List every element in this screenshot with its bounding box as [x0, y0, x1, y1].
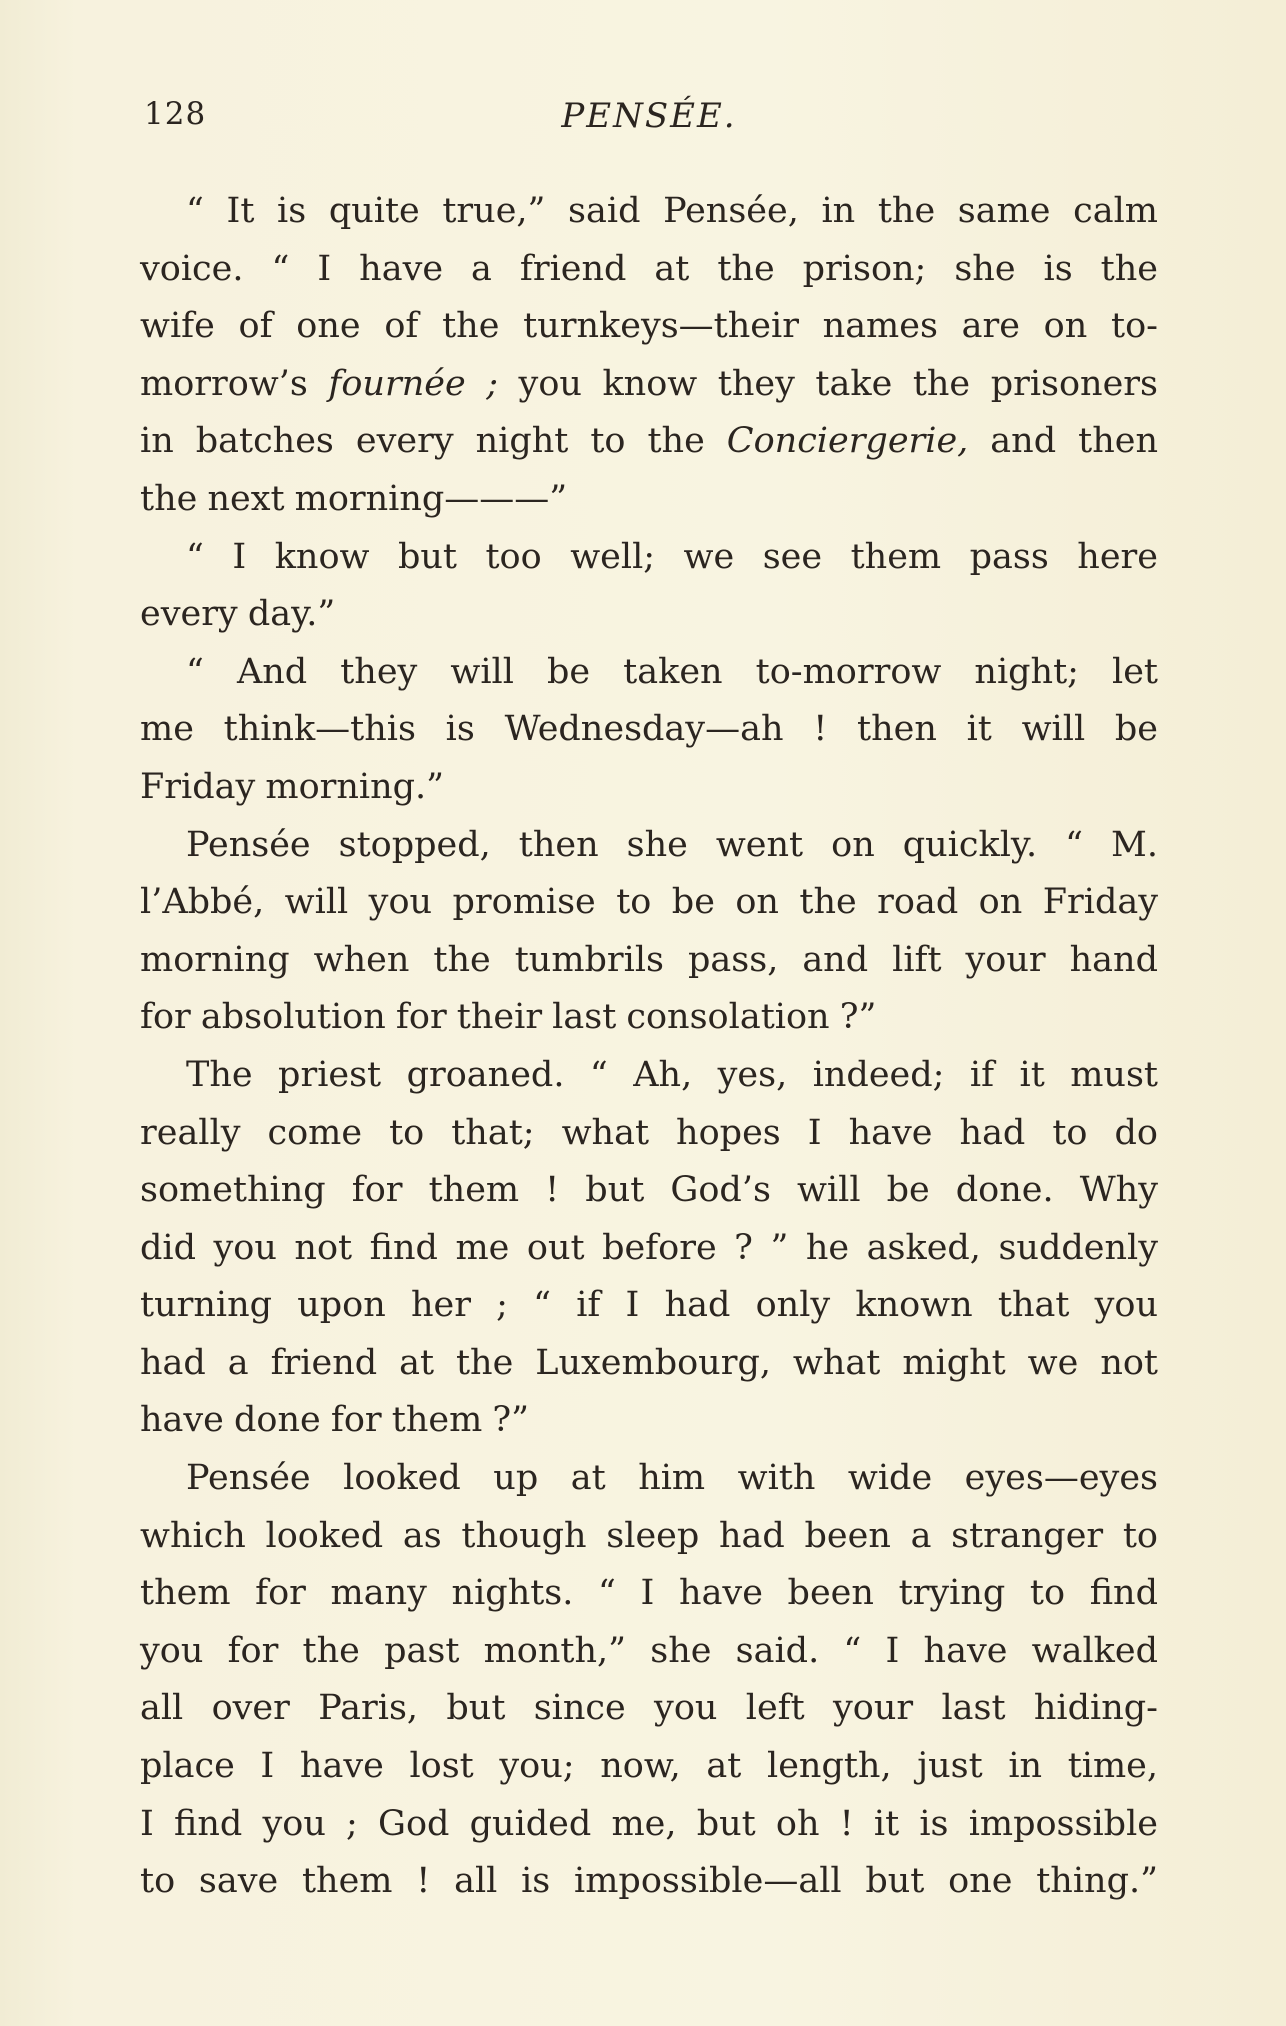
page-body-text	[140, 183, 1158, 1911]
text-line: for absolution for their last consolation ?”	[140, 997, 877, 1038]
text-segment: you know they take the prisoners	[498, 363, 1159, 404]
page-number: 128	[144, 96, 207, 132]
italic-term: Conciergerie,	[726, 421, 969, 462]
text-line: every day.”	[140, 594, 336, 635]
text-line: all over Paris, but since you left your last hiding-	[140, 1688, 1158, 1729]
text-segment: morrow’s	[140, 363, 329, 404]
text-line: wife of one of the turnkeys—their names are on to-	[140, 306, 1158, 347]
italic-term: fournée ;	[328, 363, 498, 404]
text-line: have done for them ?”	[140, 1400, 530, 1441]
text-line: me think—this is Wednesday—ah ! then it will be	[140, 709, 1158, 750]
page-header	[140, 96, 1158, 140]
text-line: you for the past month,” she said. “ I have walked	[140, 1630, 1158, 1671]
text-line: I find you ; God guided me, but oh ! it is impossible	[140, 1803, 1158, 1844]
text-line: Friday morning.”	[140, 766, 445, 807]
text-line: turning upon her ; “ if I had only known that you	[140, 1285, 1158, 1326]
text-line: morning when the tumbrils pass, and lift your hand	[140, 939, 1158, 980]
text-segment: and then	[968, 421, 1158, 462]
text-line: to save them ! all is impossible—all but one thing.”	[140, 1861, 1158, 1902]
text-line: had a friend at the Luxembourg, what might we not	[140, 1342, 1158, 1383]
running-title: PENSÉE.	[561, 96, 737, 136]
text-line: the next morning———”	[140, 478, 568, 519]
text-line: l’Abbé, will you promise to be on the road on Friday	[140, 882, 1158, 923]
text-segment: in batches every night to the	[140, 421, 727, 462]
text-line	[140, 413, 1158, 471]
text-line: Pensée stopped, then she went on quickly. “ M.	[186, 824, 1158, 865]
text-line: voice. “ I have a friend at the prison; she is the	[140, 248, 1158, 289]
text-line: The priest groaned. “ Ah, yes, indeed; if it must	[186, 1054, 1158, 1095]
text-line: Pensée looked up at him with wide eyes—eyes	[186, 1458, 1158, 1499]
text-line: place I have lost you; now, at length, just in time,	[140, 1746, 1158, 1787]
text-line	[140, 356, 1158, 414]
text-line: really come to that; what hopes I have had to do	[140, 1112, 1158, 1153]
text-line: “ I know but too well; we see them pass here	[186, 536, 1158, 577]
text-line: them for many nights. “ I have been trying to find	[140, 1573, 1158, 1614]
text-line: something for them ! but God’s will be done. Why	[140, 1170, 1158, 1211]
text-line: did you not find me out before ? ” he asked, suddenly	[140, 1227, 1158, 1268]
text-line: “ And they will be taken to-morrow night; let	[186, 651, 1158, 692]
text-line: “ It is quite true,” said Pensée, in the same calm	[186, 191, 1158, 231]
text-line: which looked as though sleep had been a stranger to	[140, 1515, 1158, 1556]
